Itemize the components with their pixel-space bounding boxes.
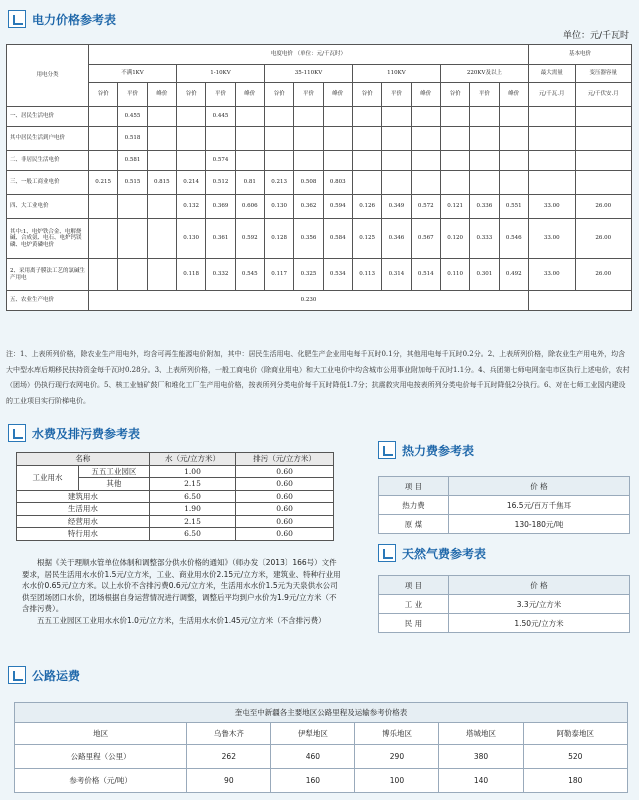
water-row xyxy=(17,490,334,503)
power-cell: 0.81 xyxy=(235,171,264,195)
power-cell xyxy=(89,151,118,171)
valley-header: 谷价 xyxy=(440,83,469,107)
flat-header: 平价 xyxy=(470,83,499,107)
peak-header: 峰价 xyxy=(499,83,528,107)
power-cell: 0.546 xyxy=(499,219,528,259)
power-cell: 26.00 xyxy=(575,259,631,291)
section-header-heat xyxy=(378,441,474,459)
power-row xyxy=(7,219,632,259)
water-h-name: 名称 xyxy=(17,453,150,466)
water-sub1: 五五工业园区 xyxy=(79,465,150,478)
power-cell: 0.213 xyxy=(264,171,293,195)
power-cell: 0.132 xyxy=(176,195,205,219)
agri-label: 五、农业生产电价 xyxy=(7,291,89,311)
power-cell: 0.346 xyxy=(382,219,411,259)
road-cell: 参考价格（元/吨） xyxy=(15,769,187,793)
power-row-label: 其中:1、电炉铁合金、电解烧碱、合成氨、电石、电炉钙镁磷、电炉黄磷电价 xyxy=(7,219,89,259)
power-cell: 0.581 xyxy=(118,151,147,171)
power-cell xyxy=(147,127,176,151)
gas-p2: 1.50元/立方米 xyxy=(449,614,630,633)
power-row xyxy=(7,127,632,151)
section-arrow-icon xyxy=(8,424,26,442)
water-name: 特行用水 xyxy=(17,528,150,541)
gas-p1: 3.3元/立方米 xyxy=(449,595,630,614)
sewage-price: 0.60 xyxy=(236,528,334,541)
power-cell xyxy=(323,107,352,127)
power-cell: 0.584 xyxy=(323,219,352,259)
road-cell: 290 xyxy=(355,745,439,769)
power-cell: 0.815 xyxy=(147,171,176,195)
power-cell: 26.00 xyxy=(575,195,631,219)
gas-title: 天然气费参考表 xyxy=(402,546,487,561)
water-sub2-w: 2.15 xyxy=(149,478,235,491)
water-note xyxy=(22,557,342,626)
power-cell xyxy=(147,151,176,171)
valley-header: 谷价 xyxy=(352,83,381,107)
power-cell: 0.110 xyxy=(440,259,469,291)
gas-h-price: 价 格 xyxy=(449,576,630,595)
max-demand: 最大需量 xyxy=(528,65,575,83)
power-cell: 0.301 xyxy=(470,259,499,291)
power-cell: 0.545 xyxy=(235,259,264,291)
power-cell xyxy=(440,151,469,171)
power-cell: 26.00 xyxy=(575,219,631,259)
power-cell: 0.551 xyxy=(499,195,528,219)
power-cell: 0.606 xyxy=(235,195,264,219)
road-caption: 奎屯至中新疆各主要地区公路里程及运输参考价格表 xyxy=(15,703,628,723)
power-cell xyxy=(206,127,235,151)
power-cell xyxy=(294,107,323,127)
power-cell xyxy=(235,107,264,127)
power-cell xyxy=(176,127,205,151)
power-cell: 0.803 xyxy=(323,171,352,195)
power-cell: 0.113 xyxy=(352,259,381,291)
power-cell xyxy=(411,151,440,171)
power-row-label: 三、一般工商业电价 xyxy=(7,171,89,195)
heat-p2: 130-180元/吨 xyxy=(449,515,630,534)
unit-kva: 元/千伏安.月 xyxy=(575,83,631,107)
power-row-label: 2、采用离子膜法工艺的氯碱生产用电 xyxy=(7,259,89,291)
water-row xyxy=(17,528,334,541)
water-h-water: 水（元/立方米） xyxy=(149,453,235,466)
power-cell xyxy=(89,195,118,219)
section-header-water xyxy=(8,424,140,442)
power-cell xyxy=(147,219,176,259)
power-cell xyxy=(264,107,293,127)
power-cell: 0.130 xyxy=(176,219,205,259)
power-cell: 33.00 xyxy=(528,195,575,219)
power-cell xyxy=(147,107,176,127)
section-header-gas xyxy=(378,544,486,562)
power-cell: 0.369 xyxy=(206,195,235,219)
power-cell xyxy=(499,107,528,127)
gas-r2: 民 用 xyxy=(379,614,449,633)
power-cell xyxy=(440,107,469,127)
power-cell xyxy=(411,171,440,195)
power-cell xyxy=(323,127,352,151)
power-cell: 33.00 xyxy=(528,259,575,291)
road-cell: 塔城地区 xyxy=(439,723,523,745)
road-cell: 地区 xyxy=(15,723,187,745)
unit-kw: 元/千瓦.月 xyxy=(528,83,575,107)
road-cell: 乌鲁木齐 xyxy=(187,723,271,745)
water-price: 6.50 xyxy=(149,528,235,541)
power-cell: 0.455 xyxy=(118,107,147,127)
power-cell xyxy=(528,151,575,171)
water-sub2: 其他 xyxy=(79,478,150,491)
sewage-price: 0.60 xyxy=(236,503,334,516)
road-cell: 博乐地区 xyxy=(355,723,439,745)
power-cell xyxy=(352,151,381,171)
water-note-2: 五五工业园区工业用水水价1.0元/立方米，生活用水水价1.45元/立方米（不含排污费） xyxy=(37,615,326,625)
voltage-1-10: 1-10KV xyxy=(176,65,264,83)
power-cell xyxy=(499,127,528,151)
power-cell xyxy=(352,171,381,195)
power-cell xyxy=(89,127,118,151)
flat-header: 平价 xyxy=(206,83,235,107)
peak-header: 峰价 xyxy=(147,83,176,107)
power-row xyxy=(7,107,632,127)
power-note: 注：1、上表所列价格，除农业生产用电外，均含可再生能源电价附加，其中：居民生活用电、化肥生产企业用电每千瓦时0.1分，其他用电每千瓦时0.2分。2、上表所列价格，除农业生产用电外，均含大中型水库后期移民扶持资金每千瓦时0.28分。3、上表所列价格，一般工商电价（除商业用电）和大工业电价中均含城市公用事业附加每千瓦时1.1分。4、兵团第七师电网奎屯市区执行上述电价，农村（团场）仍执行现行农网电价。5、核工业铀矿鼓厂和堆化工厂生产用电价格，按表所列分类电价每千瓦时降低1.7分；抗震救灾用电按表所列分类电价每千瓦时降低2分执行。6、对在七师工业园内建设的工业项目实行阶梯电价。 xyxy=(6,350,630,405)
power-cell: 0.572 xyxy=(411,195,440,219)
water-row xyxy=(17,503,334,516)
power-cell xyxy=(352,107,381,127)
gas-r1: 工 业 xyxy=(379,595,449,614)
power-cell xyxy=(528,127,575,151)
road-cell: 90 xyxy=(187,769,271,793)
road-cell: 262 xyxy=(187,745,271,769)
water-title: 水费及排污费参考表 xyxy=(32,426,141,441)
road-cell: 160 xyxy=(271,769,355,793)
power-cell: 0.120 xyxy=(440,219,469,259)
power-cell: 0.574 xyxy=(206,151,235,171)
power-cell: 0.126 xyxy=(352,195,381,219)
gas-h-item: 项 目 xyxy=(379,576,449,595)
power-cell xyxy=(470,127,499,151)
power-cell: 0.336 xyxy=(470,195,499,219)
power-cell: 0.362 xyxy=(294,195,323,219)
water-price: 6.50 xyxy=(149,490,235,503)
power-cell xyxy=(382,127,411,151)
power-cell xyxy=(470,107,499,127)
heat-h-item: 项 目 xyxy=(379,477,449,496)
power-row xyxy=(7,259,632,291)
power-cell: 0.512 xyxy=(206,171,235,195)
power-cell: 0.128 xyxy=(264,219,293,259)
power-cell xyxy=(528,171,575,195)
power-cell xyxy=(176,151,205,171)
peak-header: 峰价 xyxy=(323,83,352,107)
power-cell: 0.125 xyxy=(352,219,381,259)
power-price-table xyxy=(6,44,632,311)
water-note-1: 根据《关于理顺水管单位体制和调整部分供水价格的通知》（师办发〔2013〕166号）文件要求，居民生活用水水价1.5元/立方米，工业、商业用水价2.15元/立方米，建筑业、特种行业用水水价0.65元/立方米。以上水价不含排污费0.6元/立方米，生活用水水价1.5元为天泉供水公司供至团场团口水价，团场根据自身运营情况进行调整，调整后平均到户水价为1.9元/立方米（不含排污费）。 xyxy=(22,558,341,613)
power-cell xyxy=(118,195,147,219)
water-industrial: 工业用水 xyxy=(17,465,79,490)
power-unit: 单位：元/千瓦时 xyxy=(562,31,629,41)
section-header-road xyxy=(8,666,80,684)
voltage-220: 220KV及以上 xyxy=(440,65,528,83)
road-cell: 140 xyxy=(439,769,523,793)
section-arrow-icon xyxy=(378,441,396,459)
water-sub2-s: 0.60 xyxy=(236,478,334,491)
power-cell: 0.333 xyxy=(470,219,499,259)
sewage-price: 0.60 xyxy=(236,515,334,528)
road-cell: 520 xyxy=(523,745,627,769)
agri-value: 0.230 xyxy=(89,291,529,311)
section-arrow-icon xyxy=(8,10,26,28)
power-cell: 0.508 xyxy=(294,171,323,195)
power-cell: 0.515 xyxy=(118,171,147,195)
power-row-label: 四、大工业电价 xyxy=(7,195,89,219)
water-h-sewage: 排污（元/立方米） xyxy=(236,453,334,466)
power-cell xyxy=(528,107,575,127)
water-sub1-s: 0.60 xyxy=(236,465,334,478)
power-cell: 0.594 xyxy=(323,195,352,219)
heat-title: 热力费参考表 xyxy=(402,443,475,458)
peak-header: 峰价 xyxy=(235,83,264,107)
power-cell: 0.514 xyxy=(411,259,440,291)
power-cell xyxy=(323,151,352,171)
road-cell: 100 xyxy=(355,769,439,793)
power-cell xyxy=(411,107,440,127)
power-cell xyxy=(440,127,469,151)
power-cell xyxy=(89,259,118,291)
peak-header: 峰价 xyxy=(411,83,440,107)
power-cell xyxy=(176,107,205,127)
power-cell: 0.356 xyxy=(294,219,323,259)
power-cell: 0.592 xyxy=(235,219,264,259)
gas-table xyxy=(378,575,630,633)
power-cell xyxy=(575,107,631,127)
power-cell: 0.445 xyxy=(206,107,235,127)
heat-r1: 热力费 xyxy=(379,496,449,515)
power-cell xyxy=(499,171,528,195)
header-elec: 电度电价 （单位：元/千瓦时） xyxy=(89,45,529,65)
water-sub1-w: 1.00 xyxy=(149,465,235,478)
section-header-power xyxy=(8,10,116,28)
water-name: 经营用水 xyxy=(17,515,150,528)
power-cell xyxy=(118,219,147,259)
road-cell: 公路里程（公里） xyxy=(15,745,187,769)
power-row-label: 其中居民生活到户电价 xyxy=(7,127,89,151)
power-cell: 33.00 xyxy=(528,219,575,259)
power-cell xyxy=(575,151,631,171)
heat-h-price: 价 格 xyxy=(449,477,630,496)
power-cell: 0.118 xyxy=(176,259,205,291)
voltage-lt1: 不满1KV xyxy=(89,65,177,83)
power-row xyxy=(7,171,632,195)
heat-r2: 原 煤 xyxy=(379,515,449,534)
power-cell: 0.567 xyxy=(411,219,440,259)
voltage-35-110: 35-110KV xyxy=(264,65,352,83)
power-cell: 0.361 xyxy=(206,219,235,259)
water-name: 建筑用水 xyxy=(17,490,150,503)
power-cell xyxy=(575,171,631,195)
power-cell xyxy=(440,171,469,195)
power-cell: 0.130 xyxy=(264,195,293,219)
power-cell: 0.117 xyxy=(264,259,293,291)
power-cell xyxy=(382,151,411,171)
power-row xyxy=(7,151,632,171)
voltage-110: 110KV xyxy=(352,65,440,83)
sewage-price: 0.60 xyxy=(236,490,334,503)
power-cell xyxy=(470,151,499,171)
power-cell xyxy=(575,127,631,151)
power-cell xyxy=(118,259,147,291)
power-row-label: 二、非居民生活电价 xyxy=(7,151,89,171)
water-price: 2.15 xyxy=(149,515,235,528)
heat-p1: 16.5元/百万千焦耳 xyxy=(449,496,630,515)
valley-header: 谷价 xyxy=(176,83,205,107)
power-cell: 0.325 xyxy=(294,259,323,291)
power-row-label: 一、居民生活电价 xyxy=(7,107,89,127)
road-cell: 阿勒泰地区 xyxy=(523,723,627,745)
section-arrow-icon xyxy=(8,666,26,684)
road-title: 公路运费 xyxy=(32,668,81,683)
power-cell xyxy=(235,127,264,151)
water-price: 1.90 xyxy=(149,503,235,516)
power-cell xyxy=(89,219,118,259)
power-cell: 0.349 xyxy=(382,195,411,219)
power-cell xyxy=(294,127,323,151)
power-cell: 0.314 xyxy=(382,259,411,291)
power-cell xyxy=(264,151,293,171)
power-cell xyxy=(352,127,381,151)
power-cell xyxy=(294,151,323,171)
power-cell: 0.214 xyxy=(176,171,205,195)
power-cell: 0.121 xyxy=(440,195,469,219)
road-cell: 伊犁地区 xyxy=(271,723,355,745)
power-title: 电力价格参考表 xyxy=(32,12,117,27)
flat-header: 平价 xyxy=(382,83,411,107)
road-cell: 380 xyxy=(439,745,523,769)
water-table xyxy=(16,452,334,541)
power-cell xyxy=(499,151,528,171)
water-name: 生活用水 xyxy=(17,503,150,516)
power-cell: 0.534 xyxy=(323,259,352,291)
flat-header: 平价 xyxy=(118,83,147,107)
road-cell: 180 xyxy=(523,769,627,793)
trans-cap: 变压器容量 xyxy=(575,65,631,83)
power-cell xyxy=(147,195,176,219)
power-cell xyxy=(147,259,176,291)
heat-table xyxy=(378,476,630,534)
road-table xyxy=(14,702,628,793)
power-cell xyxy=(235,151,264,171)
header-category: 用电分类 xyxy=(7,45,89,107)
power-cell xyxy=(411,127,440,151)
power-cell: 0.492 xyxy=(499,259,528,291)
road-cell: 460 xyxy=(271,745,355,769)
power-cell xyxy=(382,107,411,127)
valley-header: 谷价 xyxy=(89,83,118,107)
power-cell: 0.332 xyxy=(206,259,235,291)
power-cell xyxy=(382,171,411,195)
power-cell: 0.215 xyxy=(89,171,118,195)
header-basic: 基本电价 xyxy=(528,45,631,65)
power-cell xyxy=(89,107,118,127)
section-arrow-icon xyxy=(378,544,396,562)
flat-header: 平价 xyxy=(294,83,323,107)
valley-header: 谷价 xyxy=(264,83,293,107)
power-cell: 0.518 xyxy=(118,127,147,151)
power-cell xyxy=(264,127,293,151)
power-cell xyxy=(470,171,499,195)
power-row xyxy=(7,195,632,219)
water-row xyxy=(17,515,334,528)
